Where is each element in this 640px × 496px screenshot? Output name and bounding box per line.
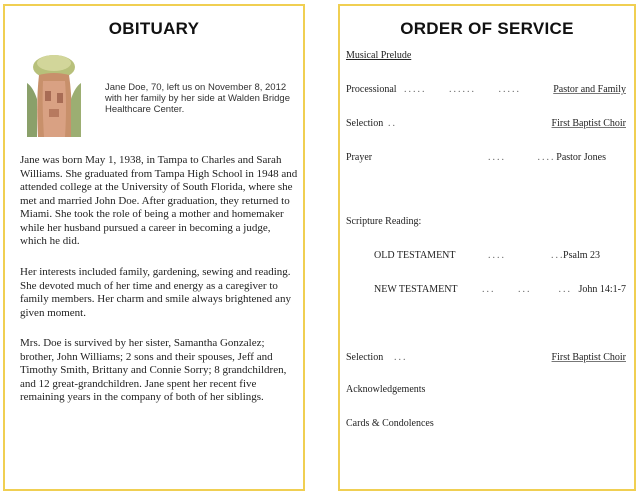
portrait-photo — [27, 53, 81, 137]
selection-row-2 — [340, 352, 634, 366]
leader-dots: ..... ...... ..... — [404, 84, 521, 95]
leader-dots: .... ... — [488, 250, 565, 261]
processional-row — [340, 84, 634, 98]
selection-who: First Baptist Choir — [551, 352, 626, 363]
obituary-paragraph-2: Her interests included family, gardening, sewing and reading. She devoted much of her time and energy as a caregiver to family members. Her charm and smile always brightened any given moment. — [20, 266, 291, 319]
musical-prelude: Musical Prelude — [346, 50, 412, 61]
new-testament-row — [340, 284, 634, 298]
leader-dots: .... .... — [488, 152, 556, 163]
processional-label: Processional — [346, 84, 397, 95]
acknowledgements: Acknowledgements — [346, 384, 426, 395]
scripture-label: Scripture Reading: — [346, 216, 422, 227]
prayer-who: Pastor Jones — [556, 152, 606, 163]
leader-dots: ... — [394, 352, 408, 363]
processional-who: Pastor and Family — [553, 84, 626, 95]
leader-dots: .. — [388, 118, 397, 129]
old-testament-row — [340, 250, 634, 264]
selection-who: First Baptist Choir — [551, 118, 626, 129]
obituary-intro: Jane Doe, 70, left us on November 8, 2012 with her family by her side at Walden Bridge Healthcare Center. — [105, 82, 290, 115]
old-testament-who: Psalm 23 — [563, 250, 600, 261]
obituary-title: OBITUARY — [108, 19, 200, 38]
selection-label: Selection — [346, 352, 384, 363]
cards-and-condolences: Cards & Condolences — [346, 418, 434, 429]
obituary-paragraph-3: Mrs. Doe is survived by her sister, Samantha Gonzalez; brother, John Williams; 2 sons and their spouses, Jeff and Timothy Smith, Brittany and Connie Sorry; 8 grandchildren, and 12 great-grandchildren. Jane spent her recent five remaining years in the company of both of her siblings. — [20, 337, 287, 403]
old-testament-label: OLD TESTAMENT — [374, 250, 456, 261]
obituary-page — [3, 4, 305, 491]
order-of-service-page — [338, 4, 636, 491]
leader-dots: ... ... ... — [482, 284, 572, 295]
new-testament-label: NEW TESTAMENT — [374, 284, 458, 295]
selection-row-1 — [340, 118, 634, 132]
obituary-paragraph-1: Jane was born May 1, 1938, in Tampa to Charles and Sarah Williams. She graduated from Tampa High School in 1948 and attended college at the University of South Florida, where she met and married John Doe. After graduation, they returned to Miami. She took the role of being a mother and homemaker while her husband pursued a career in becoming a judge, which he did. — [20, 154, 298, 247]
new-testament-who: John 14:1-7 — [578, 284, 626, 295]
selection-label: Selection — [346, 118, 384, 129]
prayer-row — [340, 152, 634, 166]
prayer-label: Prayer — [346, 152, 373, 163]
service-title: ORDER OF SERVICE — [400, 19, 574, 38]
